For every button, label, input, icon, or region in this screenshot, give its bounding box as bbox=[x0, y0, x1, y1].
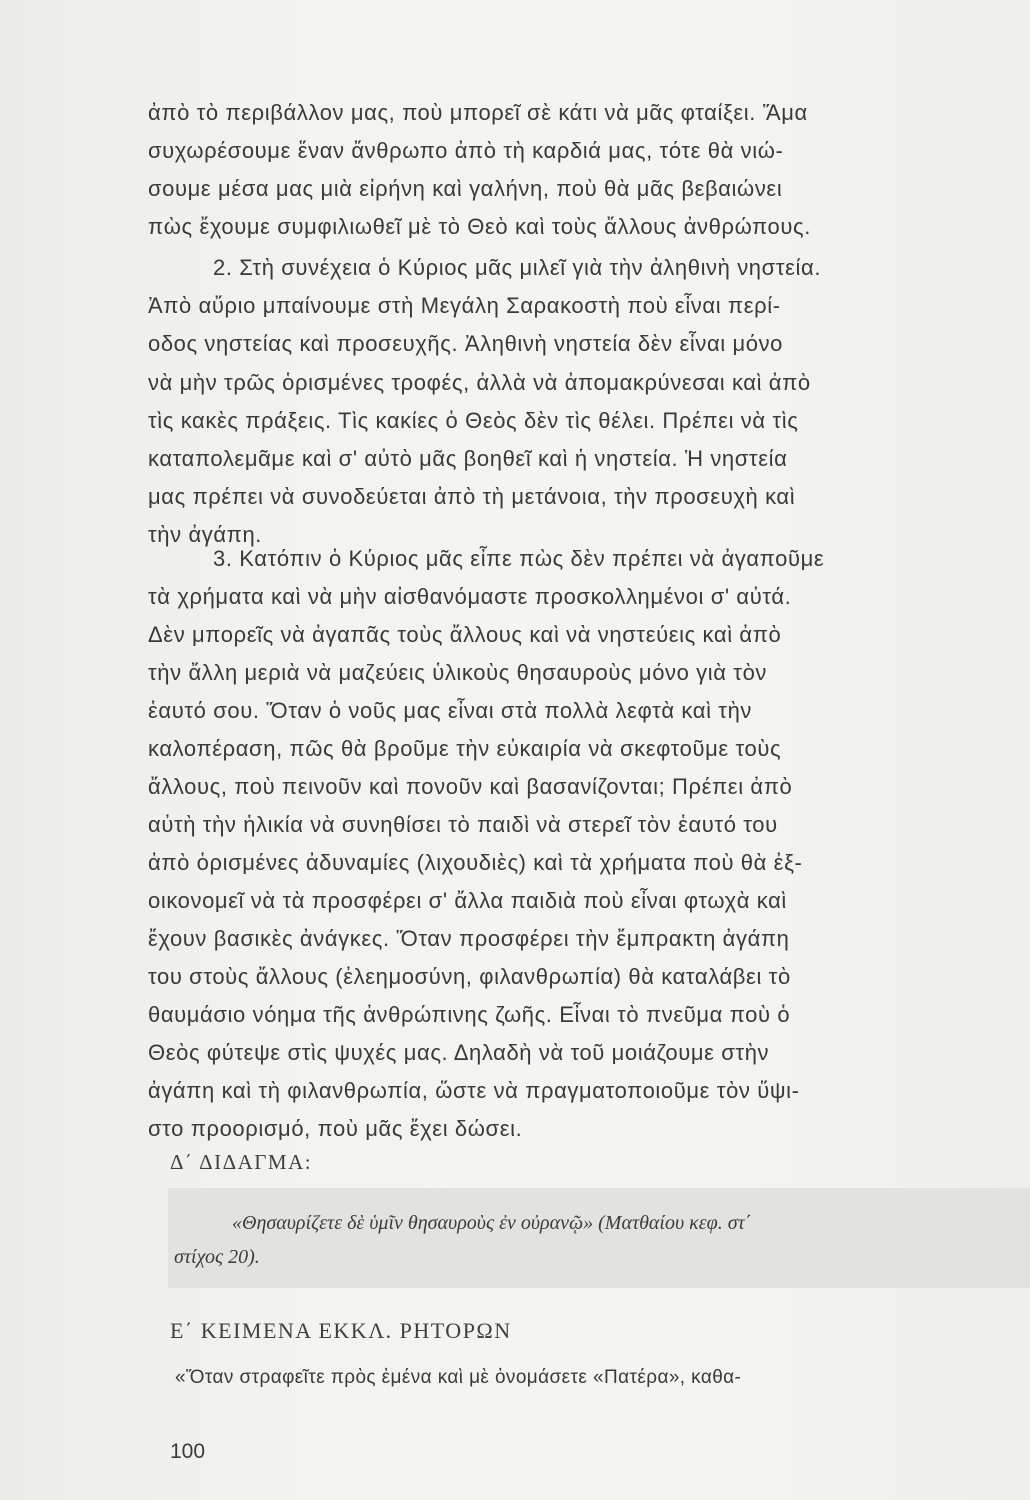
body-line: ἑαυτό σου. Ὅταν ὁ νοῦς μας εἶναι στὰ πολλὰ λεφτὰ καὶ τὴν bbox=[148, 698, 753, 723]
body-line: σουμε μέσα μας μιὰ εἰρήνη καὶ γαλήνη, ποὺ θὰ μᾶς βεβαιώνει bbox=[148, 176, 783, 201]
body-line: τὴν ἄλλη μεριὰ νὰ μαζεύεις ὑλικοὺς θησαυροὺς μόνο γιὰ τὸν bbox=[148, 660, 768, 685]
body-line: Ἀπὸ αὔριο μπαίνουμε στὴ Μεγάλη Σαρακοστὴ ποὺ εἶναι περί- bbox=[148, 293, 781, 318]
section-d-heading: Δ΄ ΔΙΔΑΓΜΑ: bbox=[170, 1150, 313, 1174]
page-number: 100 bbox=[170, 1440, 206, 1463]
quote-box bbox=[168, 1188, 1030, 1288]
section-e-heading: Ε΄ ΚΕΙΜΕΝΑ ΕΚΚΛ. ΡΗΤΟΡΩΝ bbox=[170, 1318, 512, 1343]
body-line: συχωρέσουμε ἕναν ἄνθρωπο ἀπὸ τὴ καρδιά μας, τότε θὰ νιώ- bbox=[148, 138, 784, 163]
body-line: Θεὸς φύτεψε στὶς ψυχές μας. Δηλαδὴ νὰ τοῦ μοιάζουμε στὴν bbox=[148, 1040, 770, 1065]
body-line: 3. Κατόπιν ὁ Κύριος μᾶς εἶπε πὼς δὲν πρέπει νὰ ἀγαποῦμε bbox=[213, 546, 825, 571]
body-line: νὰ μὴν τρῶς ὁρισμένες τροφές, ἀλλὰ νὰ ἀπομακρύνεσαι καὶ ἀπὸ bbox=[148, 370, 811, 395]
body-line: Δὲν μπορεῖς νὰ ἀγαπᾶς τοὺς ἄλλους καὶ νὰ νηστεύεις καὶ ἀπὸ bbox=[148, 622, 782, 647]
body-line: οδος νηστείας καὶ προσευχῆς. Ἀληθινὴ νηστεία δὲν εἶναι μόνο bbox=[148, 331, 784, 356]
body-line: θαυμάσιο νόημα τῆς ἀνθρώπινης ζωῆς. Εἶναι τὸ πνεῦμα ποὺ ὁ bbox=[148, 1002, 791, 1027]
body-line: του στοὺς ἄλλους (ἐλεημοσύνη, φιλανθρωπία) θὰ καταλάβει τὸ bbox=[148, 964, 791, 989]
body-line: ἀγάπη καὶ τὴ φιλανθρωπία, ὥστε νὰ πραγματοποιοῦμε τὸν ὕψι- bbox=[148, 1078, 800, 1103]
body-line: καταπολεμᾶμε καὶ σ' αὐτὸ μᾶς βοηθεῖ καὶ ἡ νηστεία. Ἡ νηστεία bbox=[148, 446, 788, 471]
body-line: μας πρέπει νὰ συνοδεύεται ἀπὸ τὴ μετάνοια, τὴν προσευχὴ καὶ bbox=[148, 484, 796, 509]
body-line: στο προορισμό, ποὺ μᾶς ἔχει δώσει. bbox=[148, 1116, 523, 1141]
body-line: ἄλλους, ποὺ πεινοῦν καὶ πονοῦν καὶ βασανίζονται; Πρέπει ἀπὸ bbox=[148, 774, 793, 799]
body-line: καλοπέραση, πῶς θὰ βροῦμε τὴν εὐκαιρία νὰ σκεφτοῦμε τοὺς bbox=[148, 736, 782, 761]
body-line: αὐτὴ τὴν ἡλικία νὰ συνηθίσει τὸ παιδὶ νὰ στερεῖ τὸν ἑαυτό του bbox=[148, 812, 778, 837]
body-line: τὴν ἀγάπη. bbox=[148, 522, 263, 547]
quote-line-1: «Θησαυρίζετε δὲ ὑμῖν θησαυροὺς ἐν οὐρανῷ» (Ματθαίου κεφ. στ΄ bbox=[232, 1212, 752, 1234]
body-line: τὶς κακὲς πράξεις. Τὶς κακίες ὁ Θεὸς δὲν τὶς θέλει. Πρέπει νὰ τὶς bbox=[148, 408, 799, 433]
quote-line-2: στίχος 20). bbox=[174, 1246, 260, 1268]
body-line: 2. Στὴ συνέχεια ὁ Κύριος μᾶς μιλεῖ γιὰ τὴν ἀληθινὴ νηστεία. bbox=[213, 255, 822, 280]
body-line: οικονομεῖ νὰ τὰ προσφέρει σ' ἄλλα παιδιὰ ποὺ εἶναι φτωχὰ καὶ bbox=[148, 888, 787, 913]
body-line: πὼς ἔχουμε συμφιλιωθεῖ μὲ τὸ Θεὸ καὶ τοὺς ἄλλους ἀνθρώπους. bbox=[148, 214, 811, 239]
body-line: ἀπὸ ὁρισμένες ἀδυναμίες (λιχουδιὲς) καὶ τὰ χρήματα ποὺ θὰ ἐξ- bbox=[148, 850, 803, 875]
body-line: ἀπὸ τὸ περιβάλλον μας, ποὺ μπορεῖ σὲ κάτι νὰ μᾶς φταίξει. Ἅμα bbox=[148, 100, 808, 125]
body-line: ἔχουν βασικὲς ἀνάγκες. Ὅταν προσφέρει τὴν ἔμπρακτη ἀγάπη bbox=[148, 926, 790, 951]
body-line: τὰ χρήματα καὶ νὰ μὴν αἰσθανόμαστε προσκολλημένοι σ' αὐτά. bbox=[148, 584, 792, 609]
section-e-text: «Ὅταν στραφεῖτε πρὸς ἐμένα καὶ μὲ ὀνομάσετε «Πατέρα», καθα- bbox=[175, 1367, 742, 1388]
